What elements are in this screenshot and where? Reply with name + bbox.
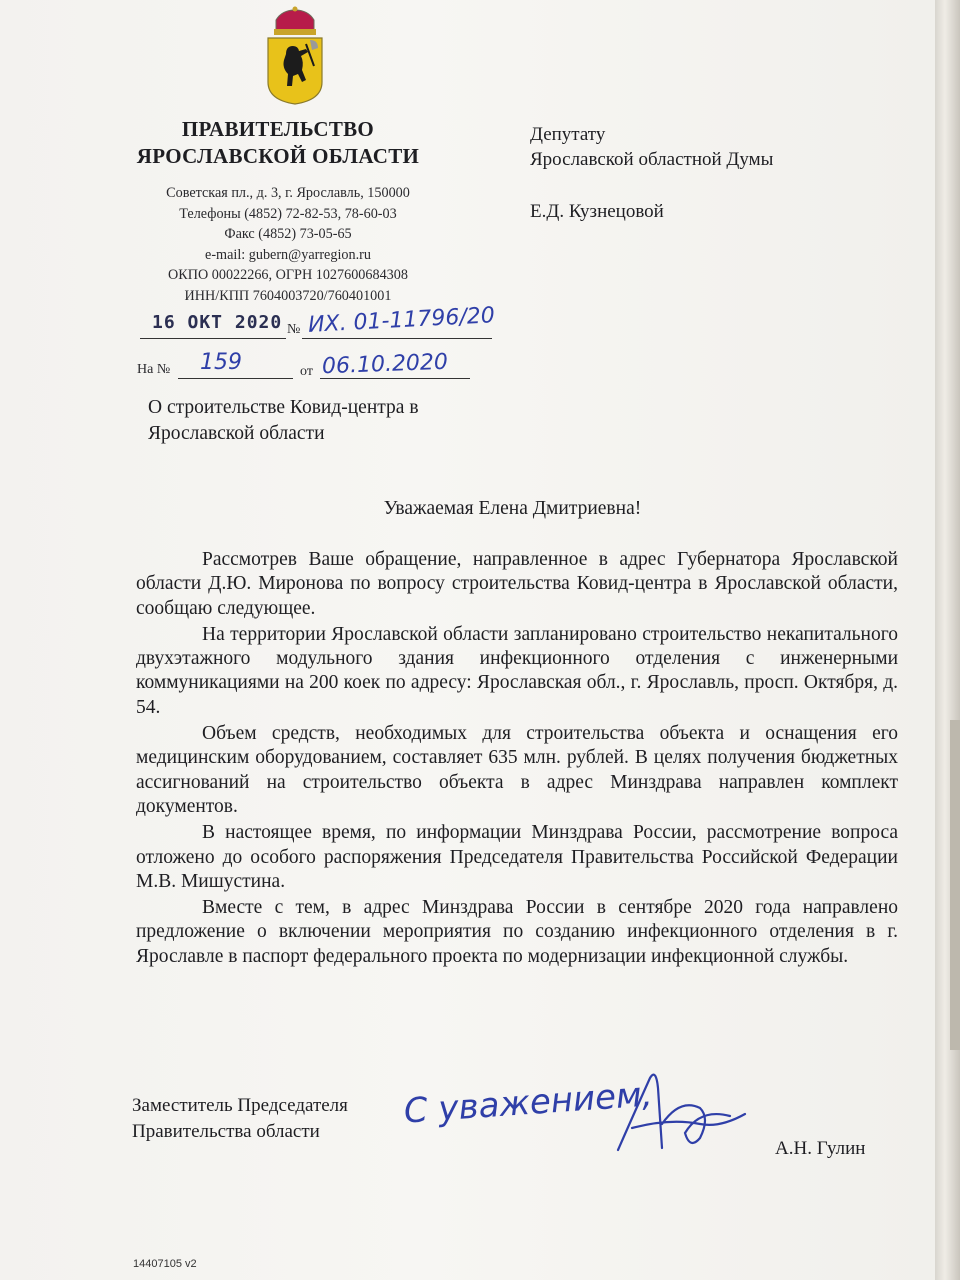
recipient-line1: Депутату <box>530 124 606 145</box>
recipient-block <box>530 122 890 224</box>
paragraph: В настоящее время, по информации Минздрава России, рассмотрение вопроса отложено до особого распоряжения Председателя Правительства Российской Федерации М.В. Мишустина. <box>136 822 898 892</box>
subject <box>148 395 508 447</box>
reply-number-underline <box>178 378 293 379</box>
subject-line2: Ярославской области <box>148 423 325 444</box>
paragraph: На территории Ярославской области запланировано строительство некапитального двухэтажного модульного здания инфекционного отделения с инженерными коммуникациями на 200 коек по адресу: Ярославская обл., г. Ярославль, просп. Октября, д. 54. <box>136 623 898 718</box>
paragraph: Вместе с тем, в адрес Минздрава России в сентябре 2020 года направлено предложение о включении мероприятия по созданию инфекционного отделения в г. Ярославле в паспорт федерального проекта по модернизации инфекционной службы. <box>136 897 898 967</box>
paragraph: Рассмотрев Ваше обращение, направленное в адрес Губернатора Ярославской области Д.Ю. Миронова по вопросу строительства Ковид-центра в Ярославской области, сообщаю следующее. <box>136 549 898 619</box>
handwritten-signature <box>400 1058 780 1168</box>
address: Советская пл., д. 3, г. Ярославль, 150000 <box>166 185 410 201</box>
signer-name: А.Н. Гулин <box>775 1138 866 1159</box>
number-label: № <box>287 322 301 337</box>
signer-position <box>132 1093 412 1145</box>
inn-kpp: ИНН/КПП 7604003720/760401001 <box>184 287 392 304</box>
recipient-line2: Ярославской областной Думы <box>530 149 774 170</box>
date-stamp: 16 ОКТ 2020 <box>152 312 283 333</box>
signer-position-line2: Правительства области <box>132 1121 320 1142</box>
signature-greeting: С уважением, <box>402 1074 654 1132</box>
paper-edge <box>935 0 960 1280</box>
document-code: 14407105 v2 <box>133 1258 197 1270</box>
government-title-line2: ЯРОСЛАВСКОЙ ОБЛАСТИ <box>136 144 420 168</box>
salutation: Уважаемая Елена Дмитриевна! <box>383 498 642 519</box>
government-contacts <box>118 183 458 307</box>
paper-edge-shadow <box>950 720 960 1050</box>
coat-of-arms-icon <box>262 6 328 106</box>
number-underline <box>302 338 492 339</box>
signer-position-line1: Заместитель Председателя <box>132 1095 348 1116</box>
government-title-line1: ПРАВИТЕЛЬСТВО <box>181 117 375 141</box>
reply-label: На № <box>137 362 171 377</box>
phones: Телефоны (4852) 72-82-53, 78-60-03 <box>179 205 397 222</box>
from-label: от <box>300 364 313 379</box>
letter-body <box>136 548 898 971</box>
recipient-name: Е.Д. Кузнецовой <box>530 201 664 222</box>
handwritten-number: ИХ. 01-11796/20 <box>307 303 496 338</box>
okpo-ogrn: ОКПО 00022266, ОГРН 1027600684308 <box>168 267 408 284</box>
government-title <box>118 116 438 170</box>
date-underline <box>140 338 286 339</box>
subject-line1: О строительстве Ковид-центра в <box>148 397 419 418</box>
handwritten-reply-date: 06.10.2020 <box>321 349 449 380</box>
fax: Факс (4852) 73-05-65 <box>224 226 352 243</box>
paragraph: Объем средств, необходимых для строительства объекта и оснащения его медицинским оборудованием, составляет 635 млн. рублей. В целях получения бюджетных ассигнований на строительство объекта в адрес Минздрава направлен комплект документов. <box>136 723 898 817</box>
email: e-mail: gubern@yarregion.ru <box>205 246 371 263</box>
handwritten-reply-number: 159 <box>200 350 242 375</box>
